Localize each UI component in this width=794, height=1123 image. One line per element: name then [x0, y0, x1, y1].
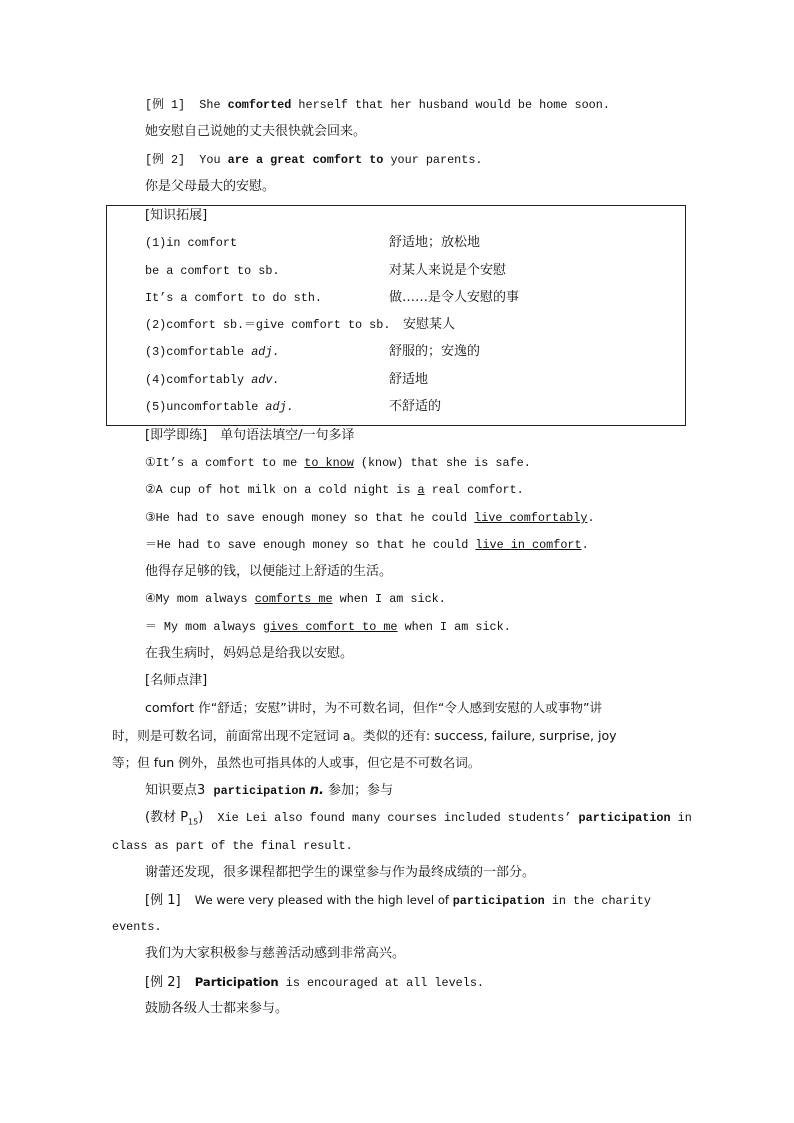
text: . — [587, 511, 595, 525]
example-1-sentence-cont: events. — [112, 920, 162, 934]
answer: live comfortably — [474, 511, 588, 525]
box-row-zh: 做……是令人安慰的事 — [389, 290, 520, 305]
text: ＝He had to save enough money so that he could — [145, 538, 476, 552]
text: when I am sick. — [397, 620, 511, 634]
example-2-sentence — [145, 974, 484, 991]
page-number: 15 — [188, 817, 199, 827]
example-2-sentence — [145, 152, 483, 168]
point-label: 知识要点3 — [145, 783, 206, 798]
practice-q3-alt — [145, 537, 589, 553]
example-2-translation: 你是父母最大的安慰。 — [145, 179, 276, 194]
text: ②A cup of hot milk on a cold night is — [145, 483, 418, 497]
practice-q3 — [145, 510, 595, 526]
example-label: [例 1] — [145, 98, 186, 112]
teacher-tips-line: 时，则是可数名词，前面常出现不定冠词 a。类似的还有: success, failure, surprise, joy — [112, 728, 617, 743]
textbook-sentence-cont: class as part of the final result. — [112, 839, 353, 853]
box-row-en — [145, 399, 294, 415]
answer: to know — [304, 456, 354, 470]
practice-q3-translation: 他得存足够的钱，以便能过上舒适的生活。 — [145, 564, 393, 579]
box-row-en: (2)comfort sb.＝give comfort to sb. — [145, 318, 391, 332]
keyword: are a great comfort to — [227, 153, 384, 167]
example-label: [例 2] — [145, 975, 181, 990]
text: She — [199, 98, 228, 112]
text: (4)comfortably — [145, 373, 252, 387]
practice-q4-translation: 在我生病时，妈妈总是给我以安慰。 — [145, 646, 354, 661]
box-title: [知识拓展] — [145, 208, 208, 223]
answer: gives comfort to me — [263, 620, 398, 634]
practice-q4 — [145, 591, 446, 607]
text: We were very pleased with the high level of — [194, 893, 453, 907]
part-of-speech: adv. — [251, 373, 280, 387]
practice-q4-alt — [145, 619, 511, 635]
box-row-zh: 舒适地；放松地 — [389, 235, 481, 250]
box-row-zh: 舒服的；安逸的 — [389, 344, 481, 359]
text: herself that her husband would be home soon. — [291, 98, 610, 112]
text: ④My mom always — [145, 592, 255, 606]
practice-title: [即学即练] 单句语法填空/一句多译 — [145, 428, 355, 443]
text: You — [199, 153, 228, 167]
box-row-zh: 舒适地 — [389, 372, 429, 387]
part-of-speech: n. — [309, 783, 324, 798]
keyword: comforted — [227, 98, 292, 112]
box-row-zh: 不舒适的 — [389, 399, 442, 414]
textbook-translation: 谢蕾还发现，很多课程都把学生的课堂参与作为最终成绩的一部分。 — [145, 865, 536, 880]
box-row-en — [145, 344, 280, 360]
box-row-zh: 安慰某人 — [403, 317, 456, 332]
example-label: [例 1] — [145, 893, 181, 908]
answer: a — [417, 483, 425, 497]
knowledge-point-heading — [145, 783, 393, 799]
text: ) — [198, 810, 204, 825]
keyword: Participation — [194, 975, 279, 989]
text: ③He had to save enough money so that he could — [145, 511, 475, 525]
example-2-translation: 鼓励各级人士都来参与。 — [145, 1001, 289, 1016]
text: (3)comfortable — [145, 345, 252, 359]
text: (know) that she is safe. — [353, 456, 531, 470]
practice-q2 — [145, 482, 524, 498]
text: ①It’s a comfort to me — [145, 456, 305, 470]
text: is encouraged at all levels. — [278, 976, 484, 990]
textbook-source — [145, 810, 203, 825]
headword: participation — [213, 784, 306, 798]
part-of-speech: adj. — [251, 345, 280, 359]
meaning: 参加；参与 — [328, 783, 394, 798]
example-1-sentence — [145, 97, 610, 113]
text: Xie Lei also found many courses included students’ — [217, 811, 579, 825]
box-row-en: be a comfort to sb. — [145, 264, 280, 278]
box-row-en: (1)in comfort — [145, 236, 238, 250]
teacher-tips-line: 等；但 fun 例外，虽然也可指具体的人或事，但它是不可数名词。 — [112, 755, 481, 770]
teacher-tips-title: [名师点津] — [145, 673, 208, 688]
text: when I am sick. — [332, 592, 446, 606]
text: . — [581, 538, 589, 552]
box-row-en: It’s a comfort to do sth. — [145, 291, 322, 305]
part-of-speech: adj. — [265, 400, 294, 414]
answer: live in comfort — [475, 538, 582, 552]
example-label: [例 2] — [145, 153, 186, 167]
practice-q1 — [145, 455, 531, 471]
example-1-sentence — [145, 892, 651, 909]
textbook-sentence — [145, 810, 692, 831]
text: your parents. — [383, 153, 483, 167]
example-1-translation: 她安慰自己说她的丈夫很快就会回来。 — [145, 124, 367, 139]
example-1-translation: 我们为大家积极参与慈善活动感到非常高兴。 — [145, 946, 406, 961]
box-row-zh: 对某人来说是个安慰 — [389, 263, 507, 278]
text: in the charity — [544, 894, 651, 908]
text: (教材 P — [145, 810, 189, 825]
teacher-tips-line: comfort 作“舒适；安慰”讲时，为不可数名词，但作“令人感到安慰的人或事物”讲 — [145, 700, 603, 715]
box-row-en — [145, 372, 280, 388]
answer: comforts me — [254, 592, 333, 606]
text: in — [670, 811, 692, 825]
text: (5)uncomfortable — [145, 400, 266, 414]
keyword: participation — [452, 894, 545, 908]
text: ＝ My mom always — [145, 620, 263, 634]
keyword: participation — [578, 811, 671, 825]
text: real comfort. — [424, 483, 524, 497]
